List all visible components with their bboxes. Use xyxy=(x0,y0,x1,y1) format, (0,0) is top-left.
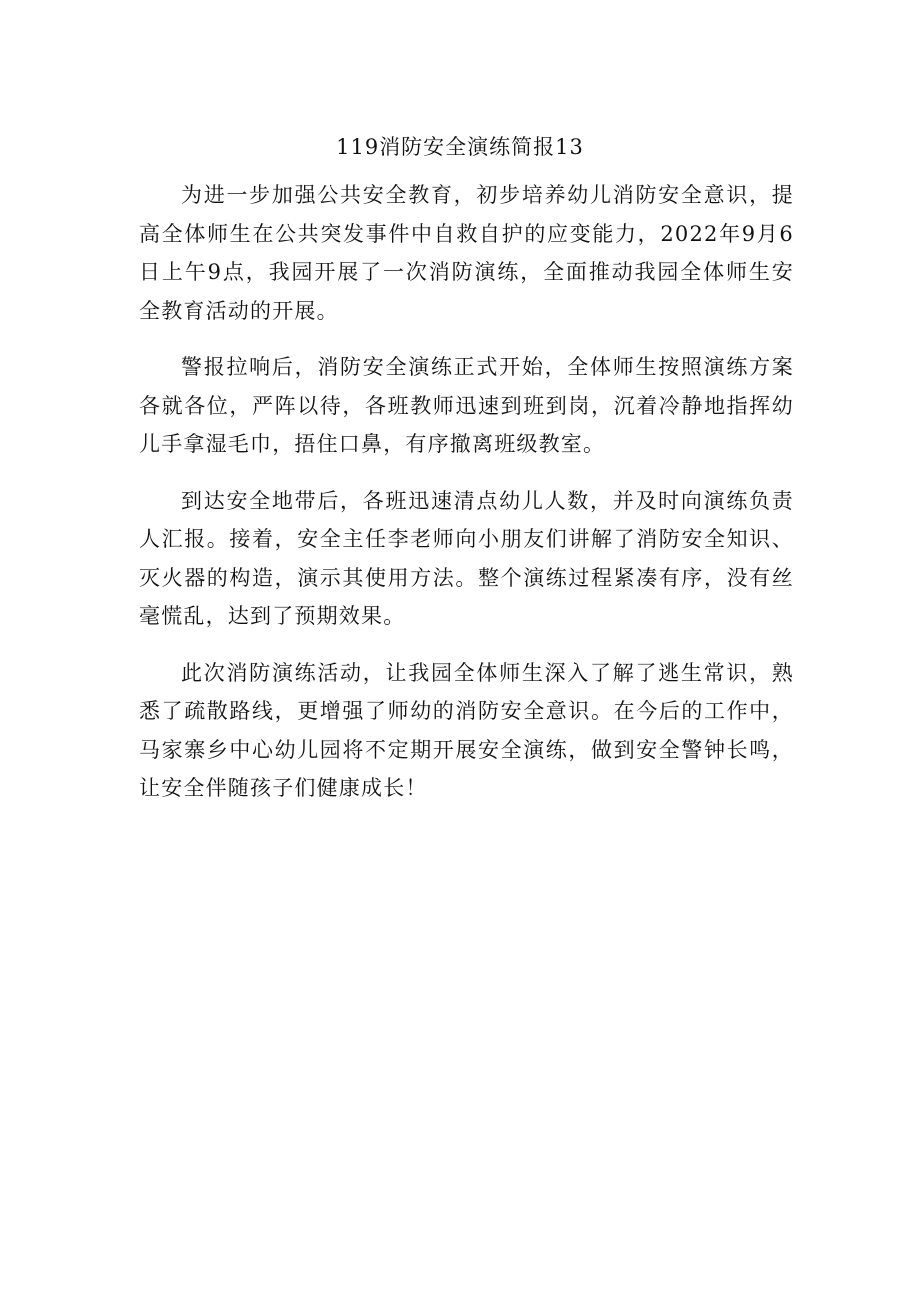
document-title: 119消防安全演练简报13 xyxy=(336,135,584,159)
paragraph-2: 警报拉响后，消防安全演练正式开始，全体师生按照演练方案各就各位，严阵以待，各班教师迅速到班到岗，沉着冷静地指挥幼儿手拿湿毛巾，捂住口鼻，有序撤离班级教室。 xyxy=(139,355,794,456)
paragraph-4: 此次消防演练活动，让我园全体师生深入了解了逃生常识，熟悉了疏散路线，更增强了师幼的消防安全意识。在今后的工作中，马家寨乡中心幼儿园将不定期开展安全演练，做到安全警钟长鸣，让安全伴随孩子们健康成长！ xyxy=(139,660,794,800)
paragraph-1: 为进一步加强公共安全教育，初步培养幼儿消防安全意识，提高全体师生在公共突发事件中自救自护的应变能力，2022年9月6日上午9点，我园开展了一次消防演练，全面推动我园全体师生安全教育活动的开展。 xyxy=(139,183,794,323)
paragraph-3: 到达安全地带后，各班迅速清点幼儿人数，并及时向演练负责人汇报。接着，安全主任李老师向小朋友们讲解了消防安全知识、灭火器的构造，演示其使用方法。整个演练过程紧凑有序，没有丝毫慌乱，达到了预期效果。 xyxy=(139,488,794,628)
document-body xyxy=(139,176,794,826)
